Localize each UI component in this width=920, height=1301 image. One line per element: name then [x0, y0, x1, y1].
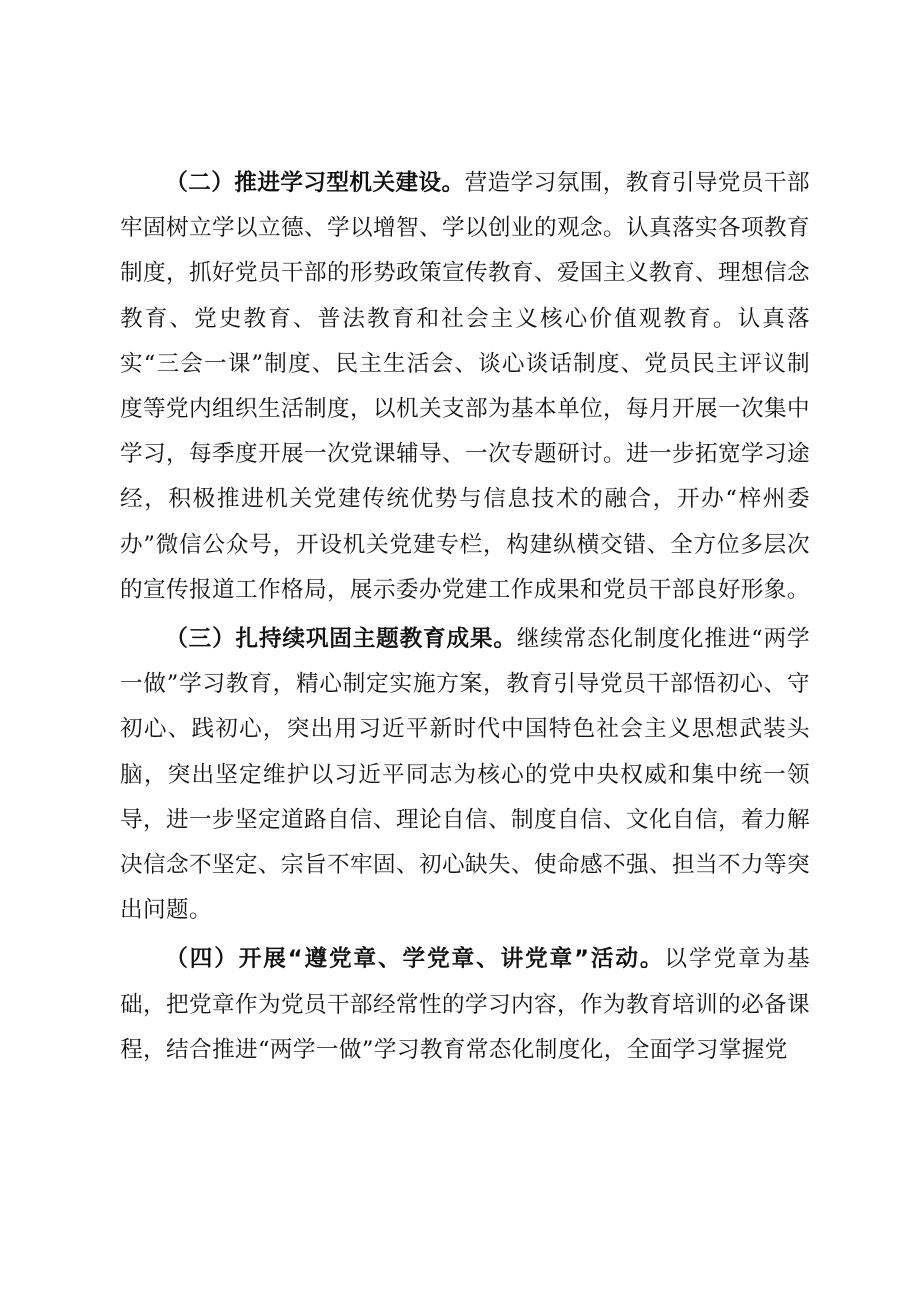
- paragraph-body: 以学党章为基础，把党章作为党员干部经常性的学习内容，作为教育培训的必备课程，结合推进“两学一做”学习教育常态化制度化，全面学习掌握党: [120, 946, 810, 1063]
- document-page: [120, 161, 810, 1077]
- paragraph-learning-organization: [120, 161, 810, 613]
- section-heading: （四）开展“遵党章、学党章、讲党章”活动。: [165, 946, 665, 973]
- paragraph-theme-education: [120, 617, 810, 933]
- paragraph-party-constitution: [120, 937, 810, 1073]
- paragraph-body: 继续常态化制度化推进“两学一做”学习教育，精心制定实施方案，教育引导党员干部悟初心、守初心、践初心，突出用习近平新时代中国特色社会主义思想武装头脑，突出坚定维护以习近平同志为核心的党中央权威和集中统一领导，进一步坚定道路自信、理论自信、制度自信、文化自信，着力解决信念不坚定、宗旨不牢固、初心缺失、使命感不强、担当不力等突出问题。: [120, 626, 810, 924]
- section-heading: （二）推进学习型机关建设。: [165, 170, 465, 196]
- paragraph-body: 营造学习氛围，教育引导党员干部牢固树立学以立德、学以增智、学以创业的观念。认真落实各项教育制度，抓好党员干部的形势政策宣传教育、爱国主义教育、理想信念教育、党史教育、普法教育和社会主义核心价值观教育。认真落实“三会一课”制度、民主生活会、谈心谈话制度、党员民主评议制度等党内组织生活制度，以机关支部为基本单位，每月开展一次集中学习，每季度开展一次党课辅导、一次专题研讨。进一步拓宽学习途经，积极推进机关党建传统优势与信息技术的融合，开办“梓州委办”微信公众号，开设机关党建专栏，构建纵横交错、全方位多层次的宣传报道工作格局，展示委办党建工作成果和党员干部良好形象。: [120, 170, 811, 603]
- section-heading: （三）扎持续巩固主题教育成果。: [165, 626, 517, 653]
